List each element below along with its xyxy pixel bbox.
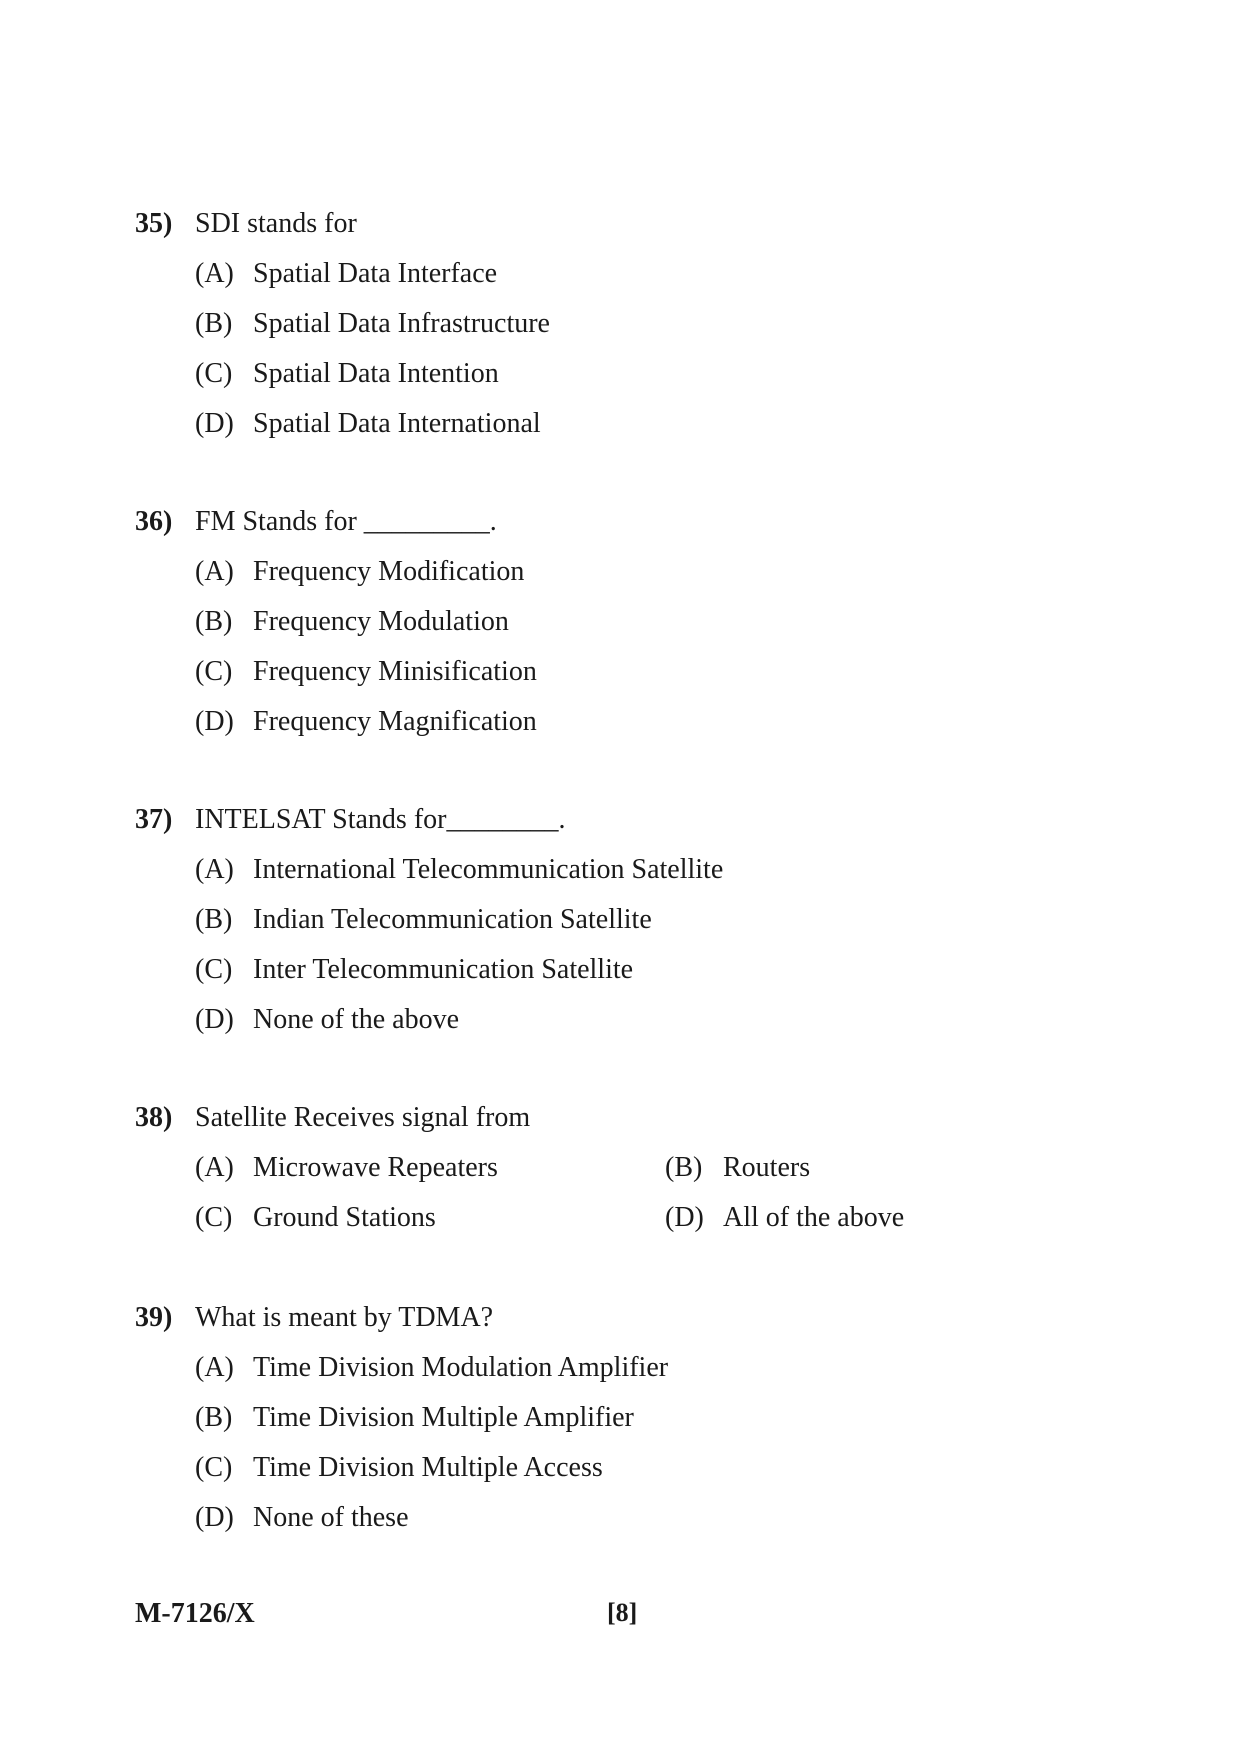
option-text: Frequency Modification bbox=[253, 556, 525, 587]
option-a[interactable] bbox=[135, 1352, 1135, 1402]
option-a[interactable] bbox=[135, 258, 1135, 308]
option-letter: (C) bbox=[195, 954, 233, 985]
option-a[interactable] bbox=[135, 556, 1135, 606]
option-c[interactable] bbox=[135, 656, 1135, 706]
option-b[interactable] bbox=[135, 606, 1135, 656]
option-text: Time Division Multiple Amplifier bbox=[253, 1402, 634, 1433]
option-c[interactable] bbox=[135, 954, 1135, 1004]
question-stem bbox=[135, 208, 1135, 258]
question-37 bbox=[135, 804, 1135, 1054]
option-d[interactable] bbox=[135, 408, 1135, 458]
option-text: Spatial Data Infrastructure bbox=[253, 308, 550, 339]
option-letter: (D) bbox=[195, 706, 234, 737]
paper-code: M-7126/X bbox=[135, 1598, 255, 1629]
option-text: International Telecommunication Satellite bbox=[253, 854, 724, 885]
option-letter: (D) bbox=[195, 1004, 234, 1035]
option-c[interactable] bbox=[135, 358, 1135, 408]
option-letter: (A) bbox=[195, 1352, 234, 1383]
option-b[interactable] bbox=[135, 1402, 1135, 1452]
option-text: Frequency Minisification bbox=[253, 656, 537, 687]
question-text: SDI stands for bbox=[195, 208, 357, 239]
option-letter: (C) bbox=[195, 1452, 233, 1483]
option-text: Indian Telecommunication Satellite bbox=[253, 904, 652, 935]
option-letter: (B) bbox=[195, 606, 233, 637]
option-text: None of the above bbox=[253, 1004, 460, 1035]
option-text: Routers bbox=[723, 1152, 811, 1183]
option-letter: (C) bbox=[195, 656, 233, 687]
option-b[interactable] bbox=[135, 308, 1135, 358]
option-letter: (B) bbox=[195, 904, 233, 935]
option-text: Spatial Data Intention bbox=[253, 358, 499, 389]
question-36 bbox=[135, 506, 1135, 756]
question-number: 38) bbox=[135, 1102, 173, 1133]
option-b[interactable] bbox=[665, 1152, 1135, 1202]
option-text: Time Division Modulation Amplifier bbox=[253, 1352, 669, 1383]
option-letter: (B) bbox=[665, 1152, 703, 1183]
option-text: Inter Telecommunication Satellite bbox=[253, 954, 634, 985]
page-number: [8] bbox=[607, 1598, 638, 1627]
option-a[interactable] bbox=[195, 1152, 665, 1202]
option-letter: (B) bbox=[195, 308, 233, 339]
option-text: All of the above bbox=[723, 1202, 905, 1233]
option-row bbox=[135, 1202, 1135, 1252]
question-text: What is meant by TDMA? bbox=[195, 1302, 494, 1333]
option-letter: (D) bbox=[665, 1202, 704, 1233]
question-stem bbox=[135, 506, 1135, 556]
option-letter: (C) bbox=[195, 358, 233, 389]
question-35 bbox=[135, 208, 1135, 458]
question-text: Satellite Receives signal from bbox=[195, 1102, 531, 1133]
option-text: Frequency Magnification bbox=[253, 706, 537, 737]
option-b[interactable] bbox=[135, 904, 1135, 954]
option-text: Frequency Modulation bbox=[253, 606, 509, 637]
option-text: Time Division Multiple Access bbox=[253, 1452, 603, 1483]
option-d[interactable] bbox=[135, 706, 1135, 756]
option-letter: (D) bbox=[195, 408, 234, 439]
option-text: Ground Stations bbox=[253, 1202, 436, 1233]
question-number: 36) bbox=[135, 506, 173, 537]
question-text: FM Stands for _________. bbox=[195, 506, 497, 537]
option-c[interactable] bbox=[195, 1202, 665, 1252]
question-text: INTELSAT Stands for________. bbox=[195, 804, 566, 835]
option-row bbox=[135, 1152, 1135, 1202]
question-number: 37) bbox=[135, 804, 173, 835]
option-letter: (C) bbox=[195, 1202, 233, 1233]
option-text: None of these bbox=[253, 1502, 409, 1533]
option-letter: (A) bbox=[195, 556, 234, 587]
option-text: Microwave Repeaters bbox=[253, 1152, 498, 1183]
option-c[interactable] bbox=[135, 1452, 1135, 1502]
question-stem bbox=[135, 804, 1135, 854]
question-number: 35) bbox=[135, 208, 173, 239]
option-text: Spatial Data Interface bbox=[253, 258, 498, 289]
option-letter: (B) bbox=[195, 1402, 233, 1433]
option-a[interactable] bbox=[135, 854, 1135, 904]
option-d[interactable] bbox=[135, 1502, 1135, 1552]
question-stem bbox=[135, 1302, 1135, 1352]
option-letter: (D) bbox=[195, 1502, 234, 1533]
option-text: Spatial Data International bbox=[253, 408, 541, 439]
question-stem bbox=[135, 1102, 1135, 1152]
option-d[interactable] bbox=[665, 1202, 1135, 1252]
option-d[interactable] bbox=[135, 1004, 1135, 1054]
option-letter: (A) bbox=[195, 1152, 234, 1183]
question-38 bbox=[135, 1102, 1135, 1252]
option-letter: (A) bbox=[195, 258, 234, 289]
option-letter: (A) bbox=[195, 854, 234, 885]
question-39 bbox=[135, 1302, 1135, 1552]
question-number: 39) bbox=[135, 1302, 173, 1333]
